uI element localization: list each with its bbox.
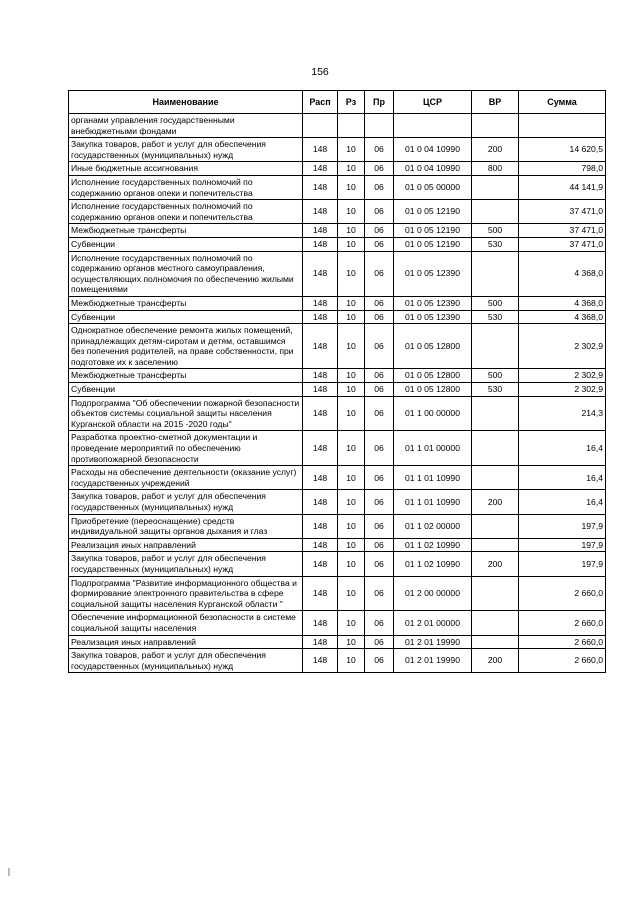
cell-rasp: 148 (303, 538, 338, 552)
cell-pr: 06 (365, 138, 394, 162)
cell-rz: 10 (338, 490, 365, 514)
cell-csr: 01 0 05 12800 (394, 383, 472, 397)
cell-sum: 37 471,0 (519, 224, 606, 238)
cell-rz: 10 (338, 175, 365, 199)
cell-rasp: 148 (303, 383, 338, 397)
cell-rz: 10 (338, 552, 365, 576)
cell-rz: 10 (338, 649, 365, 673)
table-row (69, 369, 606, 383)
cell-vr: 500 (472, 369, 519, 383)
table-row (69, 114, 606, 138)
cell-vr (472, 635, 519, 649)
table-row (69, 635, 606, 649)
table-row (69, 162, 606, 176)
cell-rz: 10 (338, 635, 365, 649)
cell-sum: 2 660,0 (519, 576, 606, 611)
cell-sum: 2 660,0 (519, 611, 606, 635)
cell-sum: 214,3 (519, 396, 606, 431)
cell-rasp: 148 (303, 324, 338, 369)
cell-vr (472, 200, 519, 224)
cell-pr: 06 (365, 369, 394, 383)
cell-csr: 01 1 00 00000 (394, 396, 472, 431)
cell-pr: 06 (365, 490, 394, 514)
cell-sum: 16,4 (519, 490, 606, 514)
cell-csr: 01 1 02 10990 (394, 538, 472, 552)
cell-name: Межбюджетные трансферты (69, 296, 303, 310)
cell-pr: 06 (365, 611, 394, 635)
cell-csr: 01 1 01 00000 (394, 431, 472, 466)
budget-table (68, 90, 606, 673)
cell-csr: 01 2 01 00000 (394, 611, 472, 635)
cell-sum: 197,9 (519, 538, 606, 552)
table-row (69, 324, 606, 369)
cell-name: Разработка проектно-сметной документации и проведение мероприятий по обеспечению противопожарной безопасности (69, 431, 303, 466)
cell-sum: 4 368,0 (519, 310, 606, 324)
cell-vr: 200 (472, 490, 519, 514)
table-row (69, 175, 606, 199)
table-row (69, 538, 606, 552)
cell-vr (472, 538, 519, 552)
cell-vr: 800 (472, 162, 519, 176)
table-row (69, 237, 606, 251)
cell-name: Подпрограмма "Об обеспечении пожарной безопасности объектов системы социальной защиты населения Курганской области на 2015 -2020 годы" (69, 396, 303, 431)
cell-csr: 01 0 05 12800 (394, 369, 472, 383)
table-row (69, 611, 606, 635)
cell-vr (472, 611, 519, 635)
cell-pr: 06 (365, 431, 394, 466)
cell-name: Однократное обеспечение ремонта жилых помещений, принадлежащих детям-сиротам и детям, оставшимся без попечения родителей, на праве собственности, при подготовке их к заселению (69, 324, 303, 369)
cell-pr: 06 (365, 466, 394, 490)
cell-rz: 10 (338, 514, 365, 538)
cell-vr (472, 175, 519, 199)
cell-name: Реализация иных направлений (69, 635, 303, 649)
cell-csr: 01 0 05 12190 (394, 237, 472, 251)
cell-rasp: 148 (303, 310, 338, 324)
header-sum: Сумма (519, 91, 606, 114)
cell-sum: 16,4 (519, 431, 606, 466)
cell-name: Расходы на обеспечение деятельности (оказание услуг) государственных учреждений (69, 466, 303, 490)
cell-pr: 06 (365, 649, 394, 673)
cell-name: Реализация иных направлений (69, 538, 303, 552)
table-row (69, 310, 606, 324)
cell-rasp: 148 (303, 175, 338, 199)
cell-name: Иные бюджетные ассигнования (69, 162, 303, 176)
table-row (69, 576, 606, 611)
cell-sum: 2 660,0 (519, 649, 606, 673)
cell-sum (519, 114, 606, 138)
cell-name: Межбюджетные трансферты (69, 369, 303, 383)
cell-pr: 06 (365, 162, 394, 176)
cell-csr: 01 0 05 12390 (394, 251, 472, 296)
cell-rz: 10 (338, 138, 365, 162)
cell-sum: 197,9 (519, 552, 606, 576)
cell-name: Исполнение государственных полномочий по содержанию органов опеки и попечительства (69, 200, 303, 224)
cell-name: Приобретение (переоснащение) средств индивидуальной защиты органов дыхания и глаз (69, 514, 303, 538)
table-row (69, 396, 606, 431)
cell-sum: 4 368,0 (519, 251, 606, 296)
cell-rz: 10 (338, 237, 365, 251)
table-row (69, 490, 606, 514)
cell-name: Исполнение государственных полномочий по содержанию органов опеки и попечительства (69, 175, 303, 199)
cell-rz: 10 (338, 431, 365, 466)
cell-csr: 01 0 05 12190 (394, 200, 472, 224)
cell-name: Субвенции (69, 383, 303, 397)
cell-rasp: 148 (303, 224, 338, 238)
table-row (69, 466, 606, 490)
header-rz: Рз (338, 91, 365, 114)
page-number: 156 (311, 66, 329, 78)
table-row (69, 138, 606, 162)
cell-name: Закупка товаров, работ и услуг для обеспечения государственных (муниципальных) нужд (69, 649, 303, 673)
cell-name: органами управления государственными внебюджетными фондами (69, 114, 303, 138)
cell-pr: 06 (365, 251, 394, 296)
cell-pr: 06 (365, 324, 394, 369)
scan-edge-mark (8, 868, 10, 876)
cell-vr (472, 324, 519, 369)
cell-rasp: 148 (303, 396, 338, 431)
cell-vr (472, 431, 519, 466)
cell-rasp: 148 (303, 466, 338, 490)
cell-sum: 16,4 (519, 466, 606, 490)
cell-rasp: 148 (303, 635, 338, 649)
cell-rz: 10 (338, 383, 365, 397)
cell-name: Обеспечение информационной безопасности в системе социальной защиты населения (69, 611, 303, 635)
table-body (69, 114, 606, 673)
cell-rz: 10 (338, 396, 365, 431)
table-row (69, 649, 606, 673)
cell-rasp: 148 (303, 162, 338, 176)
cell-rasp: 148 (303, 251, 338, 296)
cell-rz: 10 (338, 324, 365, 369)
cell-pr (365, 114, 394, 138)
cell-rasp (303, 114, 338, 138)
cell-sum: 37 471,0 (519, 200, 606, 224)
cell-csr: 01 0 05 12390 (394, 310, 472, 324)
cell-rz: 10 (338, 611, 365, 635)
table-row (69, 383, 606, 397)
cell-csr: 01 0 05 12800 (394, 324, 472, 369)
cell-name: Подпрограмма "Развитие информационного общества и формирование электронного правительства в сфере социальной защиты населения Курганской области " (69, 576, 303, 611)
cell-vr (472, 114, 519, 138)
cell-sum: 798,0 (519, 162, 606, 176)
cell-rz: 10 (338, 251, 365, 296)
header-csr: ЦСР (394, 91, 472, 114)
cell-sum: 44 141,9 (519, 175, 606, 199)
cell-rasp: 148 (303, 200, 338, 224)
cell-pr: 06 (365, 237, 394, 251)
header-vr: ВР (472, 91, 519, 114)
cell-rasp: 148 (303, 237, 338, 251)
cell-vr: 500 (472, 296, 519, 310)
cell-pr: 06 (365, 514, 394, 538)
cell-rz (338, 114, 365, 138)
cell-csr: 01 1 01 10990 (394, 466, 472, 490)
cell-pr: 06 (365, 576, 394, 611)
cell-vr (472, 466, 519, 490)
cell-rasp: 148 (303, 611, 338, 635)
cell-rasp: 148 (303, 296, 338, 310)
cell-rz: 10 (338, 538, 365, 552)
cell-pr: 06 (365, 396, 394, 431)
cell-vr (472, 576, 519, 611)
cell-pr: 06 (365, 552, 394, 576)
cell-vr: 200 (472, 649, 519, 673)
table-row (69, 552, 606, 576)
cell-rasp: 148 (303, 369, 338, 383)
cell-rz: 10 (338, 310, 365, 324)
cell-rasp: 148 (303, 490, 338, 514)
table-row (69, 200, 606, 224)
cell-csr: 01 1 01 10990 (394, 490, 472, 514)
cell-rasp: 148 (303, 649, 338, 673)
cell-csr: 01 0 04 10990 (394, 138, 472, 162)
cell-csr: 01 0 05 12190 (394, 224, 472, 238)
cell-name: Субвенции (69, 237, 303, 251)
cell-rasp: 148 (303, 576, 338, 611)
cell-sum: 2 660,0 (519, 635, 606, 649)
cell-vr: 500 (472, 224, 519, 238)
cell-sum: 4 368,0 (519, 296, 606, 310)
cell-vr (472, 251, 519, 296)
cell-rz: 10 (338, 162, 365, 176)
cell-sum: 2 302,9 (519, 324, 606, 369)
cell-rz: 10 (338, 466, 365, 490)
cell-name: Закупка товаров, работ и услуг для обеспечения государственных (муниципальных) нужд (69, 552, 303, 576)
cell-pr: 06 (365, 296, 394, 310)
table-header-row (69, 91, 606, 114)
cell-pr: 06 (365, 200, 394, 224)
cell-rz: 10 (338, 369, 365, 383)
table-row (69, 224, 606, 238)
cell-sum: 2 302,9 (519, 369, 606, 383)
cell-rasp: 148 (303, 514, 338, 538)
cell-name: Межбюджетные трансферты (69, 224, 303, 238)
cell-sum: 14 620,5 (519, 138, 606, 162)
cell-rz: 10 (338, 576, 365, 611)
cell-vr: 530 (472, 383, 519, 397)
cell-csr: 01 0 05 00000 (394, 175, 472, 199)
cell-pr: 06 (365, 635, 394, 649)
cell-csr: 01 1 02 00000 (394, 514, 472, 538)
table-row (69, 514, 606, 538)
cell-rz: 10 (338, 224, 365, 238)
cell-vr (472, 514, 519, 538)
cell-vr (472, 396, 519, 431)
cell-vr: 530 (472, 310, 519, 324)
cell-pr: 06 (365, 538, 394, 552)
cell-csr: 01 2 00 00000 (394, 576, 472, 611)
table-row (69, 296, 606, 310)
table-row (69, 251, 606, 296)
cell-pr: 06 (365, 175, 394, 199)
cell-rasp: 148 (303, 552, 338, 576)
cell-csr: 01 0 05 12390 (394, 296, 472, 310)
cell-csr: 01 0 04 10990 (394, 162, 472, 176)
cell-pr: 06 (365, 383, 394, 397)
cell-rasp: 148 (303, 138, 338, 162)
cell-csr: 01 2 01 19990 (394, 635, 472, 649)
cell-csr: 01 1 02 10990 (394, 552, 472, 576)
header-name: Наименование (69, 91, 303, 114)
cell-sum: 197,9 (519, 514, 606, 538)
cell-vr: 200 (472, 138, 519, 162)
cell-pr: 06 (365, 310, 394, 324)
cell-rasp: 148 (303, 431, 338, 466)
cell-pr: 06 (365, 224, 394, 238)
cell-name: Субвенции (69, 310, 303, 324)
cell-csr: 01 2 01 19990 (394, 649, 472, 673)
cell-vr: 530 (472, 237, 519, 251)
cell-vr: 200 (472, 552, 519, 576)
cell-name: Закупка товаров, работ и услуг для обеспечения государственных (муниципальных) нужд (69, 490, 303, 514)
cell-sum: 2 302,9 (519, 383, 606, 397)
cell-rz: 10 (338, 296, 365, 310)
header-pr: Пр (365, 91, 394, 114)
header-rasp: Расп (303, 91, 338, 114)
cell-name: Закупка товаров, работ и услуг для обеспечения государственных (муниципальных) нужд (69, 138, 303, 162)
cell-rz: 10 (338, 200, 365, 224)
cell-sum: 37 471,0 (519, 237, 606, 251)
table-row (69, 431, 606, 466)
cell-name: Исполнение государственных полномочий по содержанию органов местного самоуправления, осуществляющих полномочия по обеспечению жилыми помещениями (69, 251, 303, 296)
cell-csr (394, 114, 472, 138)
